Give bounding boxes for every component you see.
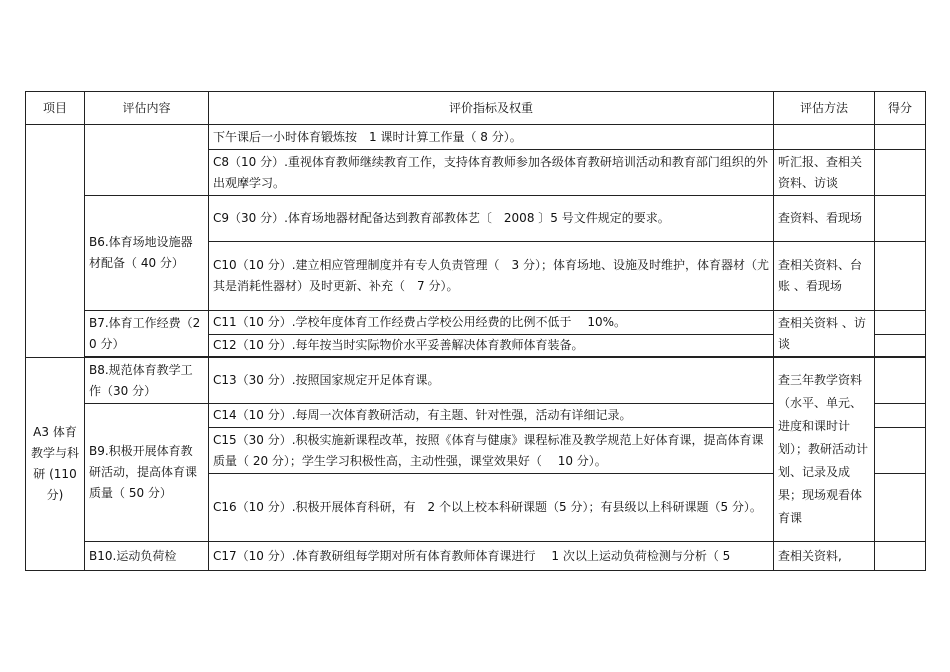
method-b8-b9: 查三年教学资料（水平、单元、进度和课时计划）；教研活动计划、记录及成果；现场观看体育课 <box>774 358 875 542</box>
content-cell-prev <box>85 125 209 196</box>
evaluation-table <box>25 91 926 571</box>
header-item: 项目 <box>26 92 85 125</box>
header-score: 得分 <box>875 92 926 125</box>
score-cell <box>875 335 926 357</box>
score-cell <box>875 358 926 404</box>
score-cell <box>875 196 926 242</box>
header-indicator: 评价指标及权重 <box>209 92 774 125</box>
indicator-c9: C9（30 分）.体育场地器材配备达到教育部教体艺〔 2008 〕5 号文件规定的要求。 <box>209 196 774 242</box>
score-cell <box>875 428 926 474</box>
indicator-c17: C17（10 分）.体育教研组每学期对所有体育教师体育课进行 1 次以上运动负荷检测与分析（ 5 <box>209 542 774 571</box>
method-c10: 查相关资料、台账 、看现场 <box>774 242 875 311</box>
indicator-c15: C15（30 分）.积极实施新课程改革，按照《体育与健康》课程标准及教学规范上好体育课，提高体育课质量（ 20 分）；学生学习积极性高，主动性强，课堂效果好（ 10 分）。 <box>209 428 774 474</box>
table-row <box>26 542 926 571</box>
score-cell <box>875 242 926 311</box>
table-row <box>26 125 926 150</box>
score-cell <box>875 474 926 542</box>
method-c17: 查相关资料, <box>774 542 875 571</box>
indicator-c14: C14（10 分）.每周一次体育教研活动，有主题、针对性强，活动有详细记录。 <box>209 404 774 428</box>
indicator-c7-tail: 下午课后一小时体育锻炼按 1 课时计算工作量（ 8 分）。 <box>209 125 774 150</box>
content-b8: B8.规范体育教学工作（30 分） <box>85 358 209 404</box>
method-b7: 查相关资料 、访谈 <box>774 311 875 357</box>
method-c9: 查资料、看现场 <box>774 196 875 242</box>
method-c8: 听汇报、查相关资料、访谈 <box>774 150 875 196</box>
content-b7: B7.体育工作经费（20 分） <box>85 311 209 357</box>
indicator-c16: C16（10 分）.积极开展体育科研，有 2 个以上校本科研课题（5 分）；有县级以上科研课题（5 分）。 <box>209 474 774 542</box>
table-row <box>26 196 926 242</box>
item-cell-prev <box>26 125 85 358</box>
score-cell <box>875 404 926 428</box>
content-b10: B10.运动负荷检 <box>85 542 209 571</box>
content-b6: B6.体育场地设施器材配备（ 40 分） <box>85 196 209 311</box>
indicator-c11: C11（10 分）.学校年度体育工作经费占学校公用经费的比例不低于 10%。 <box>209 311 774 335</box>
score-cell <box>875 125 926 150</box>
content-b9: B9.积极开展体育教研活动，提高体育课质量（ 50 分） <box>85 404 209 542</box>
header-content: 评估内容 <box>85 92 209 125</box>
indicator-c13: C13（30 分）.按照国家规定开足体育课。 <box>209 358 774 404</box>
indicator-c8: C8（10 分）.重视体育教师继续教育工作，支持体育教师参加各级体育教研培训活动和教育部门组织的外出观摩学习。 <box>209 150 774 196</box>
indicator-c12: C12（10 分）.每年按当时实际物价水平妥善解决体育教师体育装备。 <box>209 335 774 357</box>
item-a3: A3 体育教学与科研 (110 分) <box>26 358 85 571</box>
table-row <box>26 358 926 404</box>
table-row <box>26 311 926 335</box>
score-cell <box>875 150 926 196</box>
method-cell-empty <box>774 125 875 150</box>
header-row <box>26 92 926 125</box>
header-method: 评估方法 <box>774 92 875 125</box>
score-cell <box>875 542 926 571</box>
indicator-c10: C10（10 分）.建立相应管理制度并有专人负责管理（ 3 分）；体育场地、设施及时维护，体育器材（尤其是消耗性器材）及时更新、补充（ 7 分）。 <box>209 242 774 311</box>
score-cell <box>875 311 926 335</box>
